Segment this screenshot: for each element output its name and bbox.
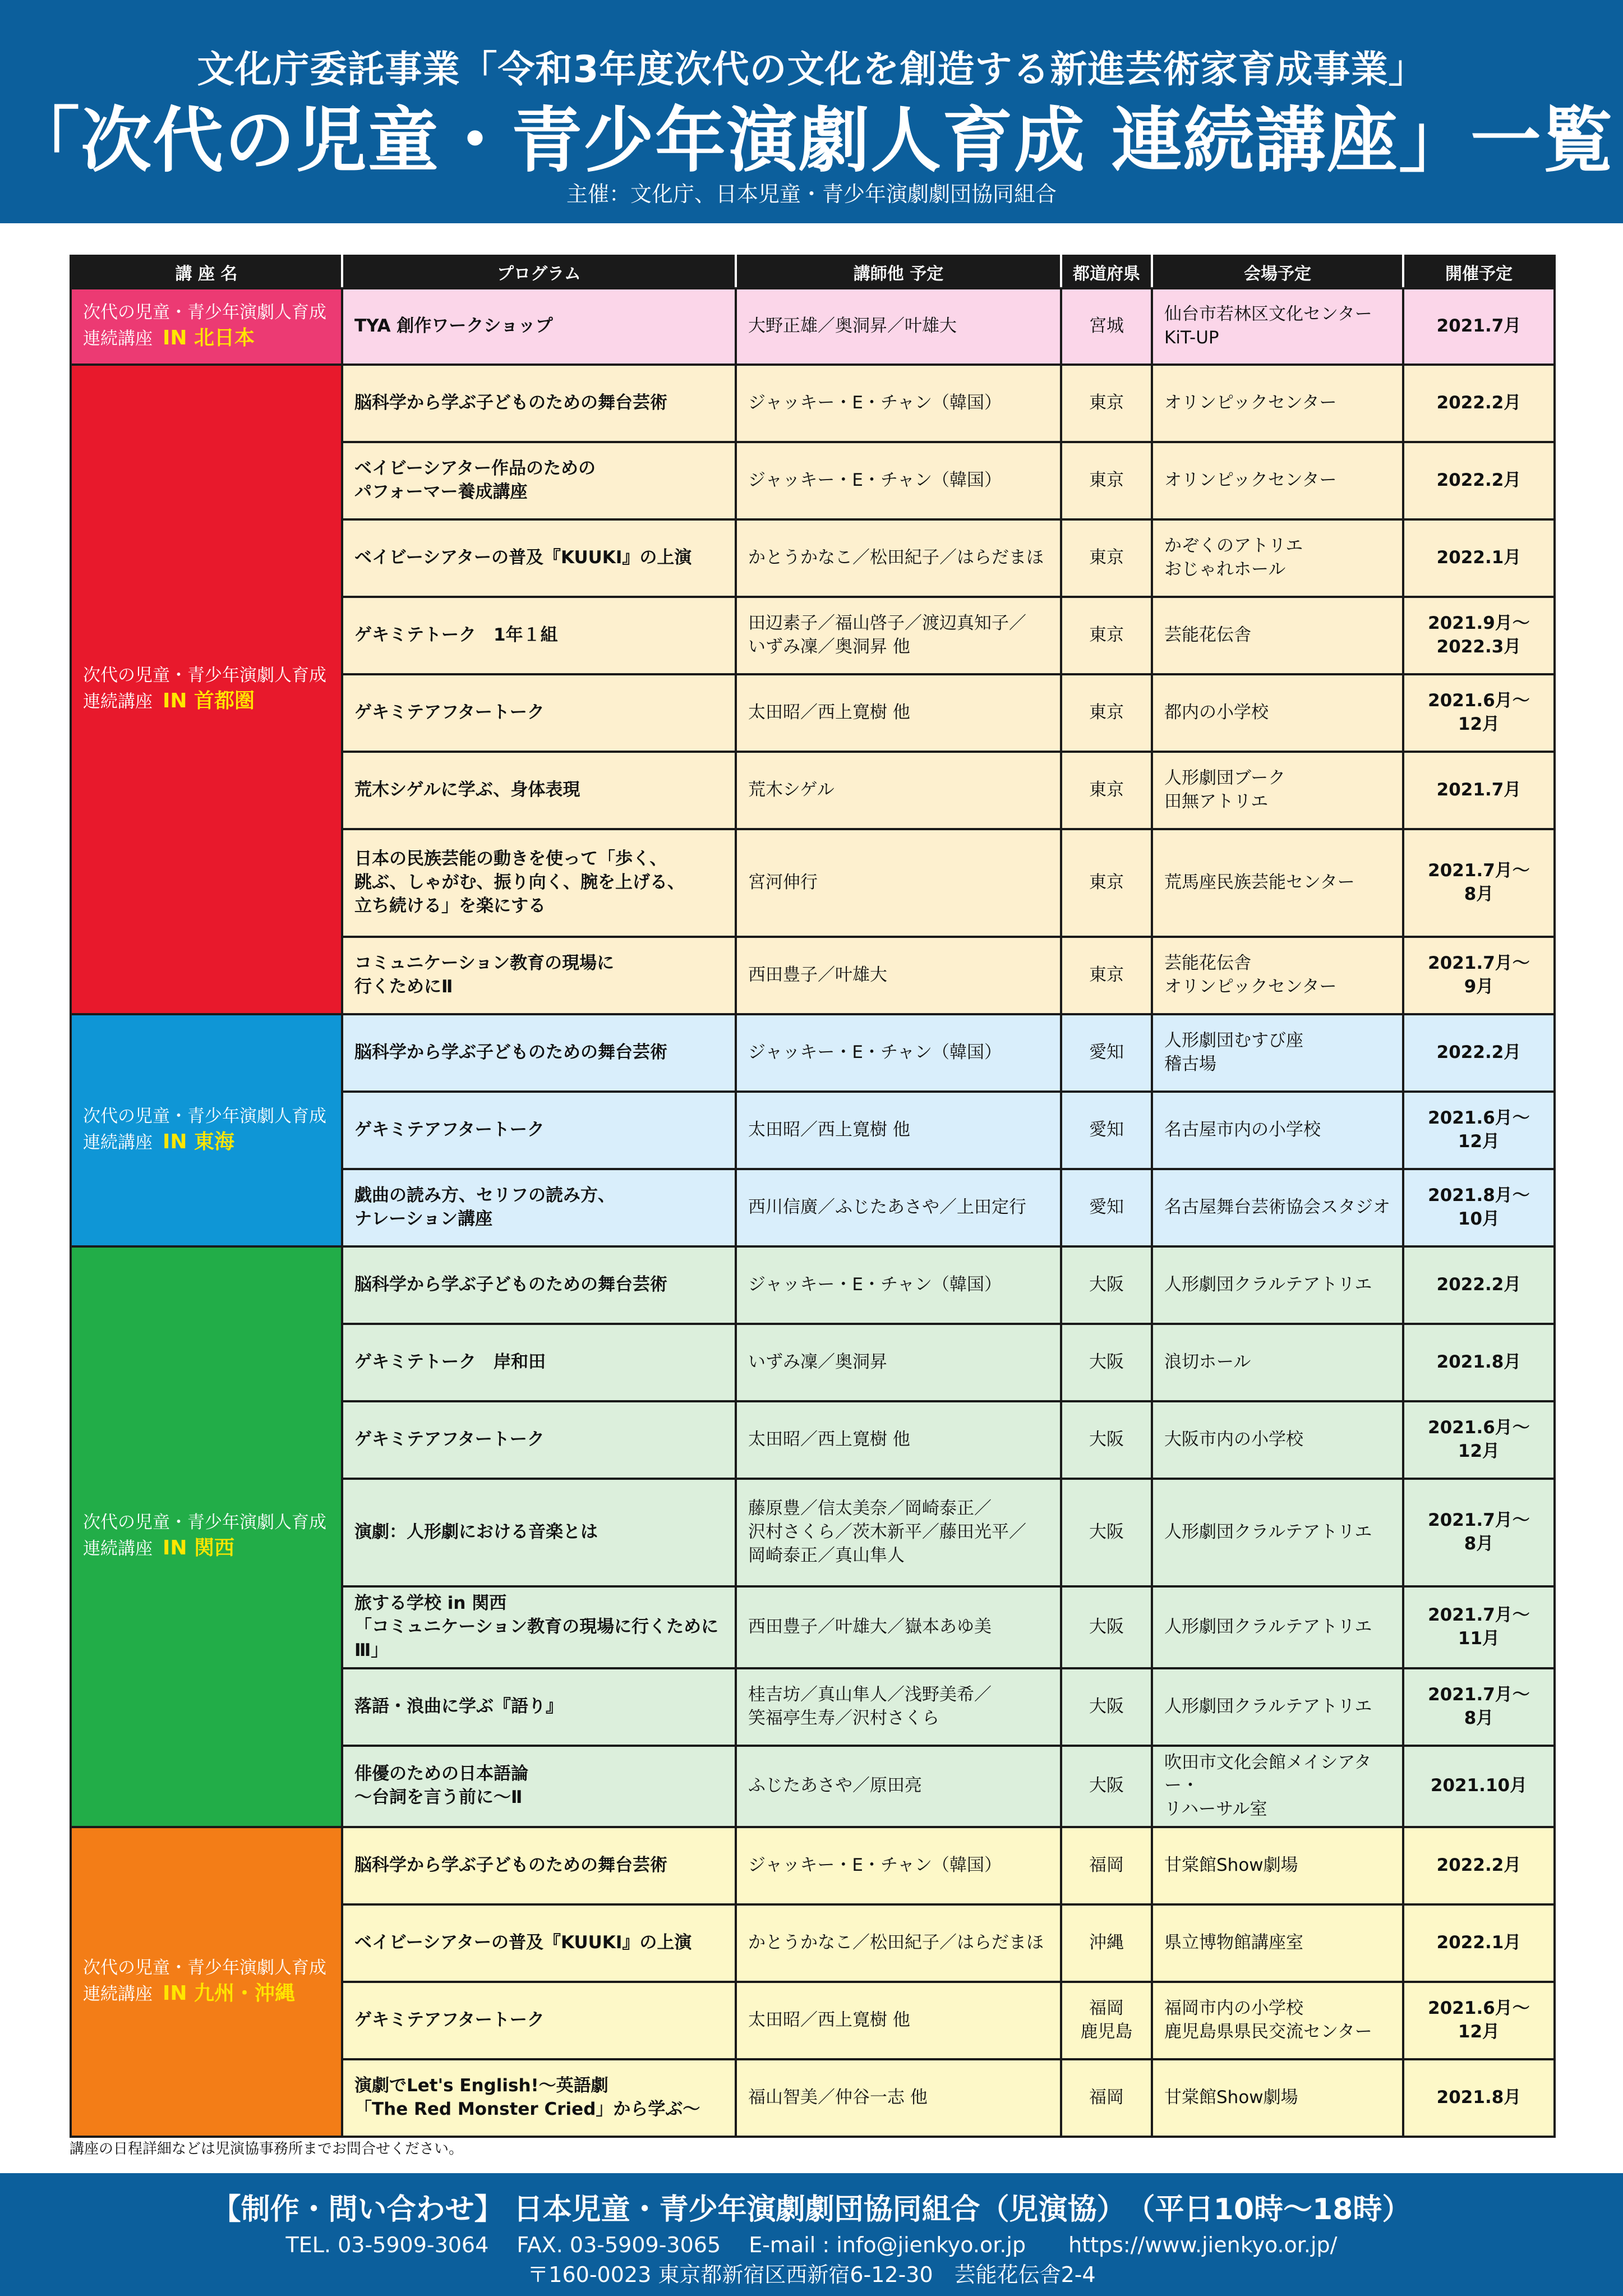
prefecture-cell: 福岡 鹿児島 bbox=[1061, 1982, 1152, 2059]
program-cell: ゲキミテアフタートーク bbox=[342, 674, 736, 752]
course-name-cell bbox=[71, 1827, 342, 2137]
course-name-cell bbox=[71, 1014, 342, 1246]
lecturers-cell: 田辺素子／福山啓子／渡辺真知子／ いずみ凜／奥洞昇 他 bbox=[736, 597, 1061, 674]
lecturers-cell: 桂吉坊／真山隼人／浅野美希／ 笑福亭生寿／沢村さくら bbox=[736, 1668, 1061, 1746]
course-line2 bbox=[83, 1129, 330, 1156]
lecturers-cell: 宮河伸行 bbox=[736, 829, 1061, 937]
course-region: IN 九州・沖縄 bbox=[163, 1981, 296, 2005]
header-subtitle: 文化庁委託事業「令和3年度次代の文化を創造する新進芸術家育成事業」 bbox=[197, 48, 1426, 91]
lecturers-cell: 藤原豊／信太美奈／岡崎泰正／ 沢村さくら／茨木新平／藤田光平／ 岡崎泰正／真山隼人 bbox=[736, 1479, 1061, 1586]
course-region: IN 首都圏 bbox=[163, 689, 255, 712]
course-line2 bbox=[83, 325, 330, 352]
venue-cell: 名古屋舞台芸術協会スタジオ bbox=[1152, 1169, 1403, 1246]
page-title: 「次代の児童・青少年演劇人育成 連続講座」一覧 bbox=[9, 99, 1614, 182]
lecturers-cell: 太田昭／西上寛樹 他 bbox=[736, 1982, 1061, 2059]
contact-address: 〒160-0023 東京都新宿区西新宿6-12-30 芸能花伝舎2-4 bbox=[527, 2262, 1096, 2287]
program-cell: 旅する学校 in 関西 「コミュニケーション教育の現場に行くためにⅢ」 bbox=[342, 1586, 736, 1668]
date-cell: 2021.6月～ 12月 bbox=[1403, 1401, 1555, 1479]
program-cell: ゲキミテトーク 1年１組 bbox=[342, 597, 736, 674]
lecturers-cell: ジャッキー・E・チャン（韓国） bbox=[736, 1827, 1061, 1904]
venue-cell: 荒馬座民族芸能センター bbox=[1152, 829, 1403, 937]
venue-cell: 人形劇団クラルテアトリエ bbox=[1152, 1586, 1403, 1668]
lecturers-cell: 太田昭／西上寛樹 他 bbox=[736, 1401, 1061, 1479]
course-prefix: 連続講座 bbox=[83, 328, 153, 349]
course-prefix: 次代の児童・青少年演劇人育成 bbox=[83, 1957, 326, 1978]
program-cell: 荒木シゲルに学ぶ、身体表現 bbox=[342, 752, 736, 829]
course-name-cell bbox=[71, 288, 342, 365]
venue-cell: 県立博物館講座室 bbox=[1152, 1904, 1403, 1982]
lecturers-cell: ジャッキー・E・チャン（韓国） bbox=[736, 365, 1061, 442]
course-region: IN 北日本 bbox=[163, 326, 255, 349]
date-cell: 2021.7月～ 11月 bbox=[1403, 1586, 1555, 1668]
date-cell: 2022.2月 bbox=[1403, 1827, 1555, 1904]
date-cell: 2021.8月～ 10月 bbox=[1403, 1169, 1555, 1246]
lecturers-cell: 西田豊子／叶雄大 bbox=[736, 937, 1061, 1014]
venue-cell: 人形劇団クラルテアトリエ bbox=[1152, 1479, 1403, 1586]
date-cell: 2021.7月 bbox=[1403, 288, 1555, 365]
contact-heading: 【制作・問い合わせ】 日本児童・青少年演劇劇団協同組合（児演協） （平日10時～18時） bbox=[211, 2193, 1412, 2226]
date-cell: 2022.2月 bbox=[1403, 365, 1555, 442]
prefecture-cell: 大阪 bbox=[1061, 1479, 1152, 1586]
venue-cell: 人形劇団クラルテアトリエ bbox=[1152, 1668, 1403, 1746]
venue-cell: 仙台市若林区文化センター KiT-UP bbox=[1152, 288, 1403, 365]
program-cell: ゲキミテアフタートーク bbox=[342, 1401, 736, 1479]
program-cell: 脳科学から学ぶ子どものための舞台芸術 bbox=[342, 365, 736, 442]
program-cell: 俳優のための日本語論 ～台詞を言う前に～Ⅱ bbox=[342, 1746, 736, 1828]
date-cell: 2021.7月～ 8月 bbox=[1403, 829, 1555, 937]
table-row bbox=[71, 365, 1555, 442]
program-cell: TYA 創作ワークショップ bbox=[342, 288, 736, 365]
date-cell: 2021.7月～ 8月 bbox=[1403, 1668, 1555, 1746]
prefecture-cell: 東京 bbox=[1061, 829, 1152, 937]
course-name-cell bbox=[71, 365, 342, 1014]
lecturers-cell: 福山智美／仲谷一志 他 bbox=[736, 2059, 1061, 2137]
venue-cell: 大阪市内の小学校 bbox=[1152, 1401, 1403, 1479]
lecturers-cell: 西田豊子／叶雄大／嶽本あゆ美 bbox=[736, 1586, 1061, 1668]
venue-cell: 浪切ホール bbox=[1152, 1324, 1403, 1401]
venue-cell: オリンピックセンター bbox=[1152, 365, 1403, 442]
course-prefix: 連続講座 bbox=[83, 1984, 153, 2004]
column-header: 会場予定 bbox=[1152, 256, 1403, 288]
program-cell: ゲキミテアフタートーク bbox=[342, 1092, 736, 1169]
venue-cell: 名古屋市内の小学校 bbox=[1152, 1092, 1403, 1169]
program-cell: 落語・浪曲に学ぶ『語り』 bbox=[342, 1668, 736, 1746]
prefecture-cell: 福岡 bbox=[1061, 1827, 1152, 1904]
course-prefix: 次代の児童・青少年演劇人育成 bbox=[83, 302, 326, 323]
date-cell: 2021.6月～ 12月 bbox=[1403, 1092, 1555, 1169]
program-cell: ベイビーシアター作品のための パフォーマー養成講座 bbox=[342, 442, 736, 519]
date-cell: 2021.7月 bbox=[1403, 752, 1555, 829]
prefecture-cell: 東京 bbox=[1061, 674, 1152, 752]
course-name-cell bbox=[71, 1246, 342, 1827]
course-line2 bbox=[83, 688, 330, 715]
course-prefix: 次代の児童・青少年演劇人育成 bbox=[83, 1106, 326, 1126]
course-prefix: 次代の児童・青少年演劇人育成 bbox=[83, 665, 326, 685]
venue-cell: 芸能花伝舎 bbox=[1152, 597, 1403, 674]
course-prefix: 次代の児童・青少年演劇人育成 bbox=[83, 1512, 326, 1533]
prefecture-cell: 宮城 bbox=[1061, 288, 1152, 365]
program-cell: 脳科学から学ぶ子どものための舞台芸術 bbox=[342, 1246, 736, 1324]
program-cell: 日本の民族芸能の動きを使って「歩く、 跳ぶ、しゃがむ、振り向く、腕を上げる、 立ち続ける」を楽にする bbox=[342, 829, 736, 937]
prefecture-cell: 愛知 bbox=[1061, 1014, 1152, 1092]
prefecture-cell: 大阪 bbox=[1061, 1746, 1152, 1828]
prefecture-cell: 東京 bbox=[1061, 442, 1152, 519]
program-cell: ベイビーシアターの普及『KUUKI』の上演 bbox=[342, 1904, 736, 1982]
venue-cell: 人形劇団むすび座 稽古場 bbox=[1152, 1014, 1403, 1092]
prefecture-cell: 愛知 bbox=[1061, 1092, 1152, 1169]
column-header: 開催予定 bbox=[1403, 256, 1555, 288]
course-table bbox=[70, 255, 1556, 2138]
program-cell: ゲキミテアフタートーク bbox=[342, 1982, 736, 2059]
course-line2 bbox=[83, 1980, 330, 2008]
date-cell: 2021.6月～ 12月 bbox=[1403, 674, 1555, 752]
footer-banner bbox=[0, 2173, 1623, 2296]
program-cell: 演劇：人形劇における音楽とは bbox=[342, 1479, 736, 1586]
venue-cell: 芸能花伝舎 オリンピックセンター bbox=[1152, 937, 1403, 1014]
venue-cell: オリンピックセンター bbox=[1152, 442, 1403, 519]
program-cell: 戯曲の読み方、セリフの読み方、 ナレーション講座 bbox=[342, 1169, 736, 1246]
program-cell: 脳科学から学ぶ子どものための舞台芸術 bbox=[342, 1014, 736, 1092]
date-cell: 2022.1月 bbox=[1403, 519, 1555, 597]
date-cell: 2021.7月～ 9月 bbox=[1403, 937, 1555, 1014]
course-prefix: 連続講座 bbox=[83, 1539, 153, 1559]
contact-details: TEL. 03-5909-3064 FAX. 03-5909-3065 E-mail : info@jienkyo.or.jp https://www.jienkyo.or.jp/ bbox=[285, 2233, 1338, 2257]
prefecture-cell: 大阪 bbox=[1061, 1586, 1152, 1668]
lecturers-cell: 大野正雄／奥洞昇／叶雄大 bbox=[736, 288, 1061, 365]
prefecture-cell: 東京 bbox=[1061, 752, 1152, 829]
venue-cell: 甘棠館Show劇場 bbox=[1152, 2059, 1403, 2137]
prefecture-cell: 大阪 bbox=[1061, 1246, 1152, 1324]
date-cell: 2022.2月 bbox=[1403, 1246, 1555, 1324]
venue-cell: 都内の小学校 bbox=[1152, 674, 1403, 752]
prefecture-cell: 大阪 bbox=[1061, 1668, 1152, 1746]
table-row bbox=[71, 288, 1555, 365]
date-cell: 2021.8月 bbox=[1403, 2059, 1555, 2137]
lecturers-cell: ジャッキー・E・チャン（韓国） bbox=[736, 1246, 1061, 1324]
course-line2 bbox=[83, 1535, 330, 1562]
table-row bbox=[71, 1827, 1555, 1904]
table-header-row bbox=[71, 256, 1555, 288]
lecturers-cell: 太田昭／西上寛樹 他 bbox=[736, 674, 1061, 752]
venue-cell: 福岡市内の小学校 鹿児島県県民交流センター bbox=[1152, 1982, 1403, 2059]
lecturers-cell: ジャッキー・E・チャン（韓国） bbox=[736, 442, 1061, 519]
prefecture-cell: 大阪 bbox=[1061, 1401, 1152, 1479]
lecturers-cell: 荒木シゲル bbox=[736, 752, 1061, 829]
venue-cell: 甘棠館Show劇場 bbox=[1152, 1827, 1403, 1904]
prefecture-cell: 沖縄 bbox=[1061, 1904, 1152, 1982]
program-cell: 演劇でLet's English!～英語劇 「The Red Monster Cried」から学ぶ～ bbox=[342, 2059, 736, 2137]
table-row bbox=[71, 1014, 1555, 1092]
lecturers-cell: ふじたあさや／原田亮 bbox=[736, 1746, 1061, 1828]
prefecture-cell: 大阪 bbox=[1061, 1324, 1152, 1401]
date-cell: 2021.9月～ 2022.3月 bbox=[1403, 597, 1555, 674]
lecturers-cell: いずみ凜／奥洞昇 bbox=[736, 1324, 1061, 1401]
prefecture-cell: 東京 bbox=[1061, 365, 1152, 442]
column-header: 都道府県 bbox=[1061, 256, 1152, 288]
course-prefix: 連続講座 bbox=[83, 691, 153, 712]
organizer-line: 主催：文化庁、日本児童・青少年演劇劇団協同組合 bbox=[566, 182, 1057, 206]
prefecture-cell: 東京 bbox=[1061, 597, 1152, 674]
venue-cell: 吹田市文化会館メイシアター・ リハーサル室 bbox=[1152, 1746, 1403, 1828]
prefecture-cell: 福岡 bbox=[1061, 2059, 1152, 2137]
date-cell: 2021.10月 bbox=[1403, 1746, 1555, 1828]
column-header: 講師他 予定 bbox=[736, 256, 1061, 288]
lecturers-cell: 太田昭／西上寛樹 他 bbox=[736, 1092, 1061, 1169]
program-cell: コミュニケーション教育の現場に 行くためにⅡ bbox=[342, 937, 736, 1014]
date-cell: 2022.2月 bbox=[1403, 442, 1555, 519]
lecturers-cell: 西川信廣／ふじたあさや／上田定行 bbox=[736, 1169, 1061, 1246]
date-cell: 2022.2月 bbox=[1403, 1014, 1555, 1092]
lecturers-cell: かとうかなこ／松田紀子／はらだまほ bbox=[736, 519, 1061, 597]
prefecture-cell: 東京 bbox=[1061, 519, 1152, 597]
date-cell: 2021.7月～ 8月 bbox=[1403, 1479, 1555, 1586]
date-cell: 2021.6月～ 12月 bbox=[1403, 1982, 1555, 2059]
date-cell: 2022.1月 bbox=[1403, 1904, 1555, 1982]
venue-cell: かぞくのアトリエ おじゃれホール bbox=[1152, 519, 1403, 597]
course-prefix: 連続講座 bbox=[83, 1132, 153, 1153]
column-header: プログラム bbox=[342, 256, 736, 288]
course-region: IN 関西 bbox=[163, 1536, 235, 1560]
column-header: 講 座 名 bbox=[71, 256, 342, 288]
header-banner bbox=[0, 0, 1623, 223]
venue-cell: 人形劇団クラルテアトリエ bbox=[1152, 1246, 1403, 1324]
date-cell: 2021.8月 bbox=[1403, 1324, 1555, 1401]
footnote: 講座の日程詳細などは児演協事務所までお問合せください。 bbox=[70, 2141, 464, 2157]
prefecture-cell: 東京 bbox=[1061, 937, 1152, 1014]
table-row bbox=[71, 1246, 1555, 1324]
lecturers-cell: ジャッキー・E・チャン（韓国） bbox=[736, 1014, 1061, 1092]
program-cell: ベイビーシアターの普及『KUUKI』の上演 bbox=[342, 519, 736, 597]
venue-cell: 人形劇団ブーク 田無アトリエ bbox=[1152, 752, 1403, 829]
course-region: IN 東海 bbox=[163, 1130, 235, 1153]
lecturers-cell: かとうかなこ／松田紀子／はらだまほ bbox=[736, 1904, 1061, 1982]
prefecture-cell: 愛知 bbox=[1061, 1169, 1152, 1246]
program-cell: ゲキミテトーク 岸和田 bbox=[342, 1324, 736, 1401]
program-cell: 脳科学から学ぶ子どものための舞台芸術 bbox=[342, 1827, 736, 1904]
